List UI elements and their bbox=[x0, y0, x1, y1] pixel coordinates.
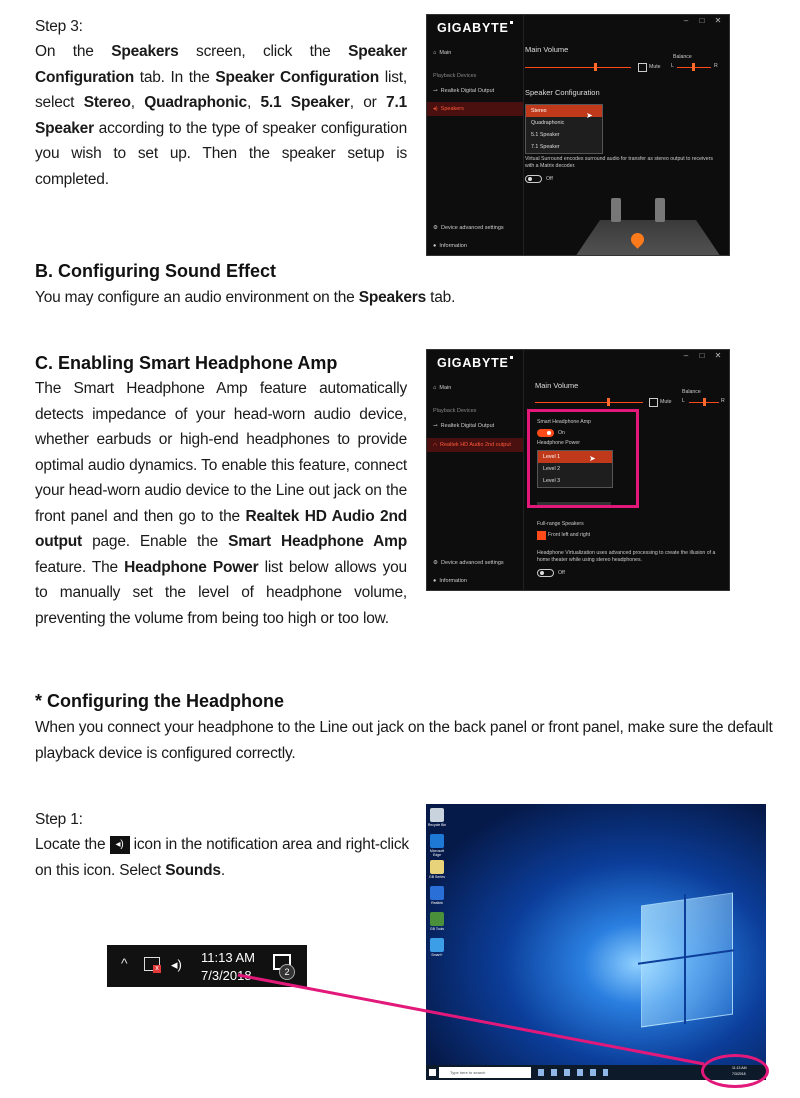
maximize-button[interactable]: □ bbox=[699, 16, 705, 25]
gear-icon: ⚙ bbox=[433, 225, 438, 231]
digital-output-icon: ⊸ bbox=[433, 423, 438, 429]
smart-app-label: Smart+ bbox=[431, 953, 443, 957]
recycle-bin-label: Recycle Bin bbox=[427, 823, 447, 827]
digital-output-icon: ⊸ bbox=[433, 88, 438, 94]
step1-paragraph: Locate the ◂) icon in the notification area and right-click on this icon. Select Sounds. bbox=[35, 836, 409, 879]
maximize-button[interactable]: □ bbox=[699, 351, 705, 360]
headphone-section-title: * Configuring the Headphone bbox=[35, 691, 284, 711]
mute-label: Mute bbox=[649, 64, 661, 70]
virtual-surround-state: Off bbox=[546, 176, 553, 182]
realtek-label: Realtek bbox=[431, 901, 443, 905]
pointer-line bbox=[238, 975, 704, 1064]
edge-label: Microsoft Edge bbox=[429, 849, 445, 857]
info-icon: ● bbox=[433, 578, 437, 584]
network-error-badge-icon: x bbox=[153, 965, 161, 973]
sidebar-item-main[interactable]: ⌂ Main bbox=[433, 385, 452, 391]
sidebar-item-information[interactable]: ● Information bbox=[433, 578, 467, 584]
taskbar-search-text: Type here to search bbox=[450, 1070, 486, 1075]
option-5-1-speaker[interactable]: 5.1 Speaker bbox=[531, 132, 560, 138]
section-b-paragraph: You may configure an audio environment on the Speakers tab. bbox=[35, 289, 456, 306]
sidebar-item-hd-audio-2nd-output[interactable]: ∩ Realtek HD Audio 2nd output bbox=[427, 438, 523, 452]
gigabyte-logo: GIGABYTE bbox=[437, 21, 513, 35]
mouse-cursor-icon: ➤ bbox=[589, 454, 596, 463]
gb-tools-label: GB Tools bbox=[429, 927, 445, 931]
speaker-config-tab[interactable]: Speaker Configuration bbox=[525, 88, 600, 97]
close-button[interactable]: ✕ bbox=[714, 351, 722, 360]
playback-devices-label: Playback Devices bbox=[433, 73, 477, 79]
playback-devices-label: Playback Devices bbox=[433, 408, 477, 414]
sidebar-item-digital-output[interactable]: ⊸ Realtek Digital Output bbox=[433, 88, 495, 94]
step3-heading: Step 3: bbox=[35, 18, 83, 35]
balance-label: Balance bbox=[673, 54, 692, 60]
sidebar-item-advanced-settings[interactable]: ⚙ Device advanced settings bbox=[433, 225, 504, 231]
minimize-button[interactable]: – bbox=[683, 16, 689, 25]
option-7-1-speaker[interactable]: 7.1 Speaker bbox=[531, 144, 560, 150]
option-level-2[interactable]: Level 2 bbox=[543, 466, 561, 472]
sidebar-item-speakers[interactable]: ◂) Speakers bbox=[427, 102, 523, 116]
info-icon: ● bbox=[433, 243, 437, 249]
gear-icon: ⚙ bbox=[433, 560, 438, 566]
folder-label: GB Series bbox=[429, 875, 445, 879]
option-stereo[interactable]: Stereo bbox=[526, 105, 602, 117]
smart-headphone-amp-label: Smart Headphone Amp bbox=[537, 419, 591, 425]
tray-time[interactable]: 11:13 AM bbox=[201, 950, 255, 965]
speaker-tray-icon: ◂) bbox=[110, 836, 130, 854]
balance-right-label: R bbox=[721, 398, 725, 404]
section-c-title: C. Enabling Smart Headphone Amp bbox=[35, 353, 338, 373]
virtual-surround-text: Virtual Surround encodes surround audio for transfer as stereo output to receivers with a Matrix decoder. bbox=[525, 156, 713, 169]
mouse-cursor-icon: ➤ bbox=[586, 111, 593, 120]
headphone-section-paragraph: When you connect your headphone to the Line out jack on the back panel or front panel, make sure the default playback device is configured correctly. bbox=[35, 719, 773, 762]
headphone-power-label: Headphone Power bbox=[537, 440, 580, 446]
sidebar-item-information[interactable]: ● Information bbox=[433, 243, 467, 249]
mute-label: Mute bbox=[660, 399, 672, 405]
option-level-1[interactable]: Level 1 bbox=[538, 451, 612, 463]
main-volume-label: Main Volume bbox=[535, 381, 579, 390]
option-quadraphonic[interactable]: Quadraphonic bbox=[531, 120, 565, 126]
step3-paragraph: On the Speakers screen, click the Speaker Configuration tab. In the Speaker Configuration list, select Stereo, Quadraphonic, 5.1 Speaker, or 7.1 Speaker according to the type of speaker configuration you wish to set up. Then the speaker setup is completed. bbox=[35, 43, 407, 188]
sidebar-item-digital-output[interactable]: ⊸ Realtek Digital Output bbox=[433, 423, 495, 429]
home-icon: ⌂ bbox=[433, 50, 437, 56]
option-level-3[interactable]: Level 3 bbox=[543, 478, 561, 484]
section-b-title: B. Configuring Sound Effect bbox=[35, 261, 276, 281]
main-volume-label: Main Volume bbox=[525, 45, 569, 54]
balance-right-label: R bbox=[714, 63, 718, 69]
balance-left-label: L bbox=[682, 398, 685, 404]
balance-label: Balance bbox=[682, 389, 701, 395]
volume-icon[interactable]: ◂) bbox=[171, 957, 182, 972]
minimize-button[interactable]: – bbox=[683, 351, 689, 360]
sidebar-item-advanced-settings[interactable]: ⚙ Device advanced settings bbox=[433, 560, 504, 566]
taskbar-clock-time[interactable]: 11:13 AM bbox=[732, 1066, 747, 1070]
section-c-paragraph: The Smart Headphone Amp feature automatically detects impedance of your head-worn audio device, whether earbuds or high-end headphones to provide optimal audio dynamics. To enable this feature, connect your head-worn audio device to the Line out jack on the front panel and then go to the Realtek HD Audio 2nd output page. Enable the Smart Headphone Amp feature. The Headphone Power list below allows you to manually set the level of headphone volume, preventing the volume from being too high or too low. bbox=[35, 380, 407, 627]
full-range-speakers-label: Full-range Speakers bbox=[537, 521, 584, 527]
chevron-up-icon[interactable]: ^ bbox=[121, 955, 128, 971]
front-left-right-label: Front left and right bbox=[548, 532, 591, 538]
speaker-icon: ◂) bbox=[433, 106, 438, 112]
gigabyte-logo: GIGABYTE bbox=[437, 356, 513, 370]
headphone-icon: ∩ bbox=[433, 442, 437, 448]
smart-headphone-amp-state: On bbox=[558, 430, 565, 436]
headphone-virtualization-state: Off bbox=[558, 570, 565, 576]
sidebar-item-main[interactable]: ⌂ Main bbox=[433, 50, 452, 56]
home-icon: ⌂ bbox=[433, 385, 437, 391]
step1-heading: Step 1: bbox=[35, 811, 83, 828]
taskbar-clock-date[interactable]: 7/3/2018 bbox=[732, 1072, 746, 1076]
headphone-virtualization-text: Headphone Virtualization uses advanced processing to create the illusion of a home theater while using stereo headphones. bbox=[537, 550, 716, 563]
notification-count-badge: 2 bbox=[279, 964, 295, 980]
close-button[interactable]: ✕ bbox=[714, 16, 722, 25]
balance-left-label: L bbox=[671, 63, 674, 69]
tray-date[interactable]: 7/3/2018 bbox=[201, 968, 252, 983]
